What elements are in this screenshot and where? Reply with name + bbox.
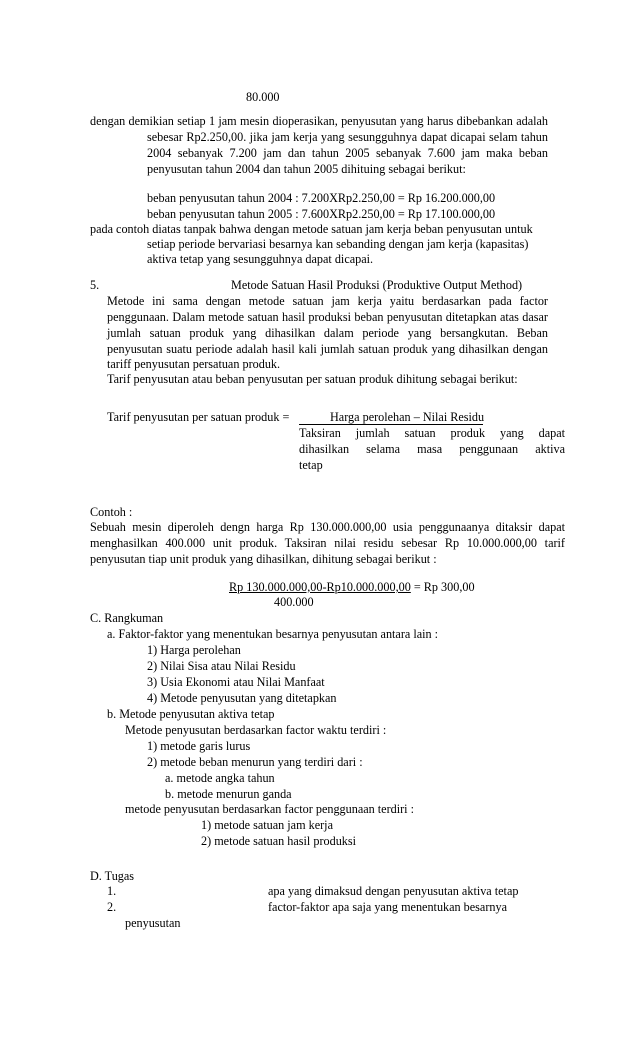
rangkuman-b-subitem: a. metode angka tahun — [165, 771, 275, 785]
usage-heading: metode penyusutan berdasarkan factor penggunaan terdiri : — [125, 802, 415, 816]
tugas-q2-text: factor-faktor apa saja yang menentukan besarnya — [268, 900, 507, 914]
rangkuman-a-item: 3) Usia Ekonomi atau Nilai Manfaat — [147, 675, 325, 689]
section5-line4: penyusutan suatu periode adalah hasil kali jumlah satuan produk yang dihasilkan dengan — [107, 342, 548, 356]
section5-line5: tariff penyusutan persatuan produk. — [107, 357, 281, 371]
para1-line4: penyusutan tahun 2004 dan tahun 2005 dihituing sebagai berikut: — [147, 162, 466, 176]
tugas-q1-text: apa yang dimaksud dengan penyusutan aktiva tetap — [268, 884, 519, 898]
section5-number: 5. — [90, 278, 100, 292]
formula-den-line2: dihasilkan selama masa penggunaan aktiva — [299, 442, 565, 456]
contoh-heading: Contoh : — [90, 505, 133, 519]
contoh-line3: penyusutan tiap unit produk yang dihasilkan, dihitung sebagai berikut : — [90, 552, 437, 566]
fraction-bar — [299, 424, 483, 425]
formula-den-line3: tetap — [299, 458, 323, 472]
calc-denominator: 400.000 — [274, 595, 314, 609]
section5-line6: Tarif penyusutan atau beban penyusutan per satuan produk dihitung sebagai berikut: — [107, 372, 518, 386]
contoh-line1: Sebuah mesin diperoleh dengn harga Rp 130.000.000,00 usia penggunaanya ditaksir dapat — [90, 520, 565, 534]
rangkuman-b-item: 1) metode garis lurus — [147, 739, 251, 753]
para2-line1: pada contoh diatas tanpak bahwa dengan metode satuan jam kerja beban penyusutan untuk — [90, 222, 533, 236]
section5-line3: jumlah satuan produk yang dihasilkan dalam periode yang bersangkutan. Beban — [107, 326, 548, 340]
formula-lhs: Tarif penyusutan per satuan produk = — [107, 410, 290, 424]
rangkuman-b: b. Metode penyusutan aktiva tetap — [107, 707, 275, 721]
rangkuman-b-subitem: b. metode menurun ganda — [165, 787, 292, 801]
top-number: 80.000 — [246, 90, 280, 104]
rangkuman-b-item: 2) metode beban menurun yang terdiri dari : — [147, 755, 363, 769]
section5-line1: Metode ini sama dengan metode satuan jam kerja yaitu berdasarkan pada factor — [107, 294, 548, 308]
para1-line2: sebesar Rp2.250,00. jika jam kerja yang sesungguhnya dapat dicapai selam tahun — [147, 130, 548, 144]
beban-2005: beban penyusutan tahun 2005 : 7.600XRp2.250,00 = Rp 17.100.000,00 — [147, 207, 496, 221]
section5-title: Metode Satuan Hasil Produksi (Produktive Output Method) — [231, 278, 523, 292]
section5-line2: penggunaan. Dalam metode satuan hasil produksi beban penyusutan ditetapkan atas dasar — [107, 310, 548, 324]
formula-den-line1: Taksiran jumlah satuan produk yang dapat — [299, 426, 565, 440]
usage-item: 1) metode satuan jam kerja — [201, 818, 333, 832]
rangkuman-a-item: 1) Harga perolehan — [147, 643, 241, 657]
rangkuman-a-item: 4) Metode penyusutan yang ditetapkan — [147, 691, 337, 705]
para1-line1: dengan demikian setiap 1 jam mesin dioperasikan, penyusutan yang harus dibebankan adalah — [90, 114, 548, 128]
rangkuman-b-sub: Metode penyusutan berdasarkan factor waktu terdiri : — [125, 723, 387, 737]
calc-result: = Rp 300,00 — [410, 580, 475, 594]
tugas-q2-number: 2. — [107, 900, 117, 914]
rangkuman-a-item: 2) Nilai Sisa atau Nilai Residu — [147, 659, 296, 673]
beban-2004: beban penyusutan tahun 2004 : 7.200XRp2.250,00 = Rp 16.200.000,00 — [147, 191, 496, 205]
tugas-q2-continuation: penyusutan — [125, 916, 181, 930]
calc-numerator: Rp 130.000.000,00-Rp10.000.000,00 — [229, 580, 411, 594]
rangkuman-heading: C. Rangkuman — [90, 611, 164, 625]
tugas-q1-number: 1. — [107, 884, 117, 898]
usage-item: 2) metode satuan hasil produksi — [201, 834, 357, 848]
contoh-line2: menghasilkan 400.000 unit produk. Taksiran nilai residu sebesar Rp 10.000.000,00 tarif — [90, 536, 565, 550]
para2-line2: setiap periode bervariasi besarnya kan sebanding dengan jam kerja (kapasitas) — [147, 237, 529, 251]
contoh-calc — [229, 580, 475, 594]
para1-line3: 2004 sebanyak 7.200 jam dan tahun 2005 sebanyak 7.600 jam maka beban — [147, 146, 548, 160]
formula-numerator: Harga perolehan – Nilai Residu — [330, 410, 485, 424]
para2-line3: aktiva tetap yang sesungguhnya dapat dicapai. — [147, 252, 374, 266]
rangkuman-a: a. Faktor-faktor yang menentukan besarnya penyusutan antara lain : — [107, 627, 439, 641]
tugas-heading: D. Tugas — [90, 869, 135, 883]
